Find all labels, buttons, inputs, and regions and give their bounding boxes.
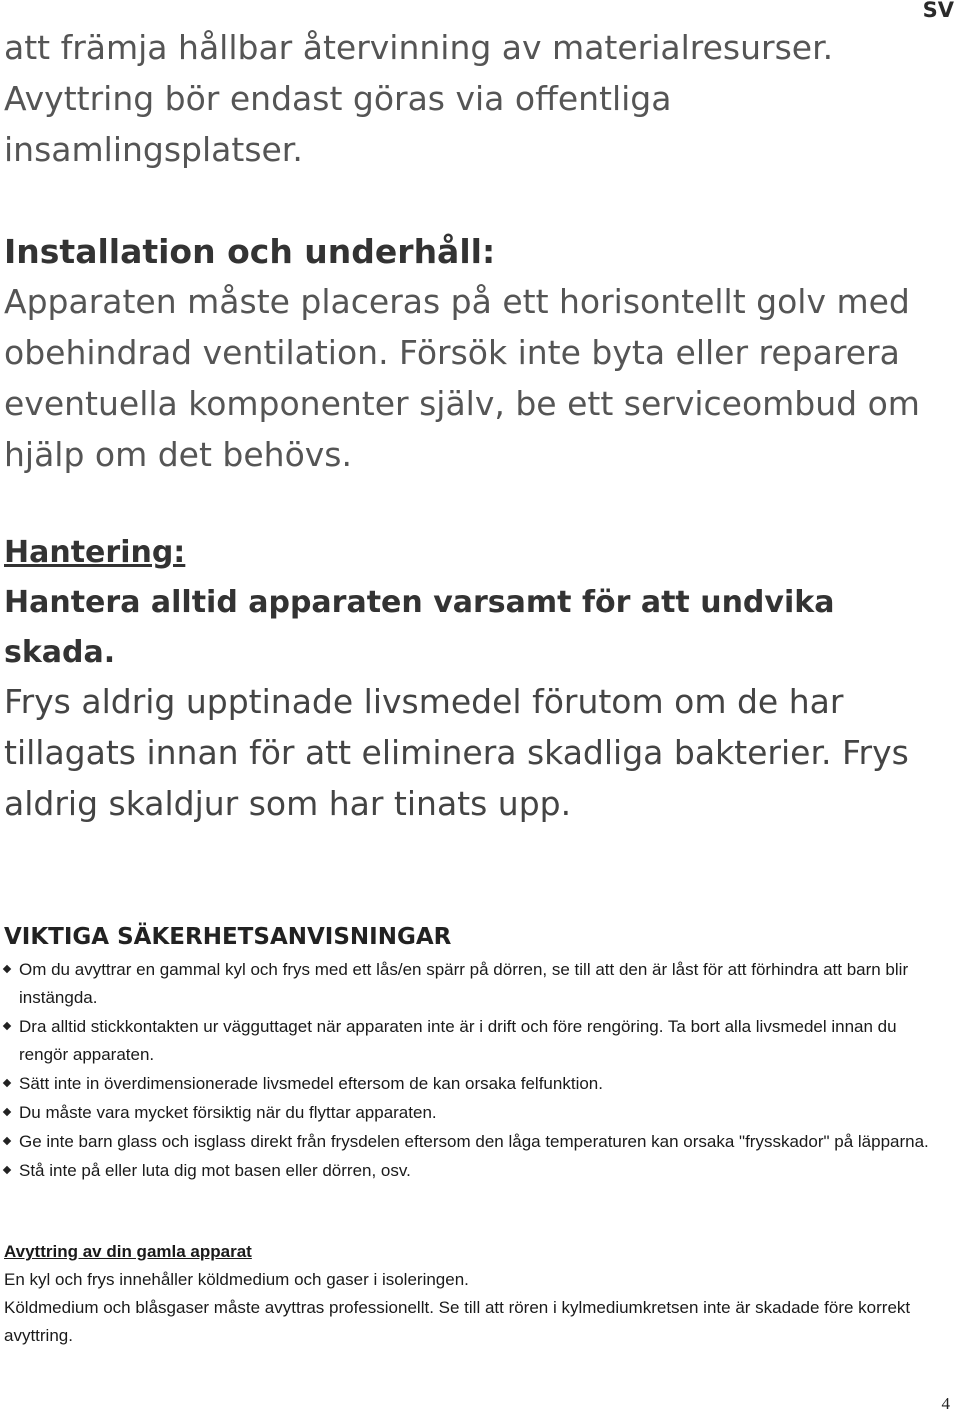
page-number: 4 (941, 1394, 950, 1413)
safety-item-text: Om du avyttrar en gammal kyl och frys med ett lås/en spärr på dörren, se till att den är låst för att förhindra att barn blir instängda. (19, 960, 909, 1007)
diamond-bullet-icon (3, 1108, 11, 1116)
diamond-bullet-icon (3, 1022, 11, 1030)
diamond-bullet-icon (3, 965, 11, 973)
safety-item-text: Dra alltid stickkontakten ur vägguttaget när apparaten inte är i drift och före rengöring. Ta bort alla livsmedel innan du rengör apparaten. (19, 1017, 897, 1064)
installation-heading: Installation och underhåll: (4, 232, 496, 271)
intro-paragraph: att främja hållbar återvinning av materialresurser. Avyttring bör endast göras via offentliga insamlingsplatser. (4, 28, 834, 169)
safety-item (4, 1013, 944, 1069)
safety-item (4, 1099, 944, 1127)
handling-heading: Hantering: (4, 535, 186, 570)
language-code: SV (922, 0, 954, 22)
safety-list (4, 956, 944, 1186)
safety-item (4, 956, 944, 1012)
freezing-paragraph: Frys aldrig upptinade livsmedel förutom om de har tillagats innan för att eliminera skadliga bakterier. Frys aldrig skaldjur som har tinats upp. (4, 682, 909, 823)
safety-item (4, 1157, 944, 1185)
installation-paragraph: Apparaten måste placeras på ett horisontellt golv med obehindrad ventilation. Försök inte byta eller reparera eventuella komponenter själv, be ett serviceombud om hjälp om det behövs. (4, 282, 920, 474)
safety-item-text: Stå inte på eller luta dig mot basen eller dörren, osv. (19, 1161, 411, 1180)
diamond-bullet-icon (3, 1137, 11, 1145)
disposal-heading: Avyttring av din gamla apparat (4, 1242, 252, 1261)
safety-item-text: Du måste vara mycket försiktig när du flyttar apparaten. (19, 1103, 437, 1122)
safety-item-text: Sätt inte in överdimensionerade livsmedel eftersom de kan orsaka felfunktion. (19, 1074, 603, 1093)
disposal-line-2: Köldmedium och blåsgaser måste avyttras professionellt. Se till att rören i kylmediumkretsen inte är skadade före korrekt avyttring. (4, 1298, 911, 1345)
safety-item (4, 1128, 944, 1156)
safety-heading: VIKTIGA SÄKERHETSANVISNINGAR (4, 924, 452, 950)
handling-paragraph: Hantera alltid apparaten varsamt för att undvika skada. (4, 585, 835, 670)
diamond-bullet-icon (3, 1079, 11, 1087)
diamond-bullet-icon (3, 1166, 11, 1174)
disposal-line-1: En kyl och frys innehåller köldmedium och gaser i isoleringen. (4, 1270, 469, 1289)
safety-item (4, 1070, 944, 1098)
safety-item-text: Ge inte barn glass och isglass direkt från frysdelen eftersom den låga temperaturen kan orsaka "frysskador" på läpparna. (19, 1132, 929, 1151)
